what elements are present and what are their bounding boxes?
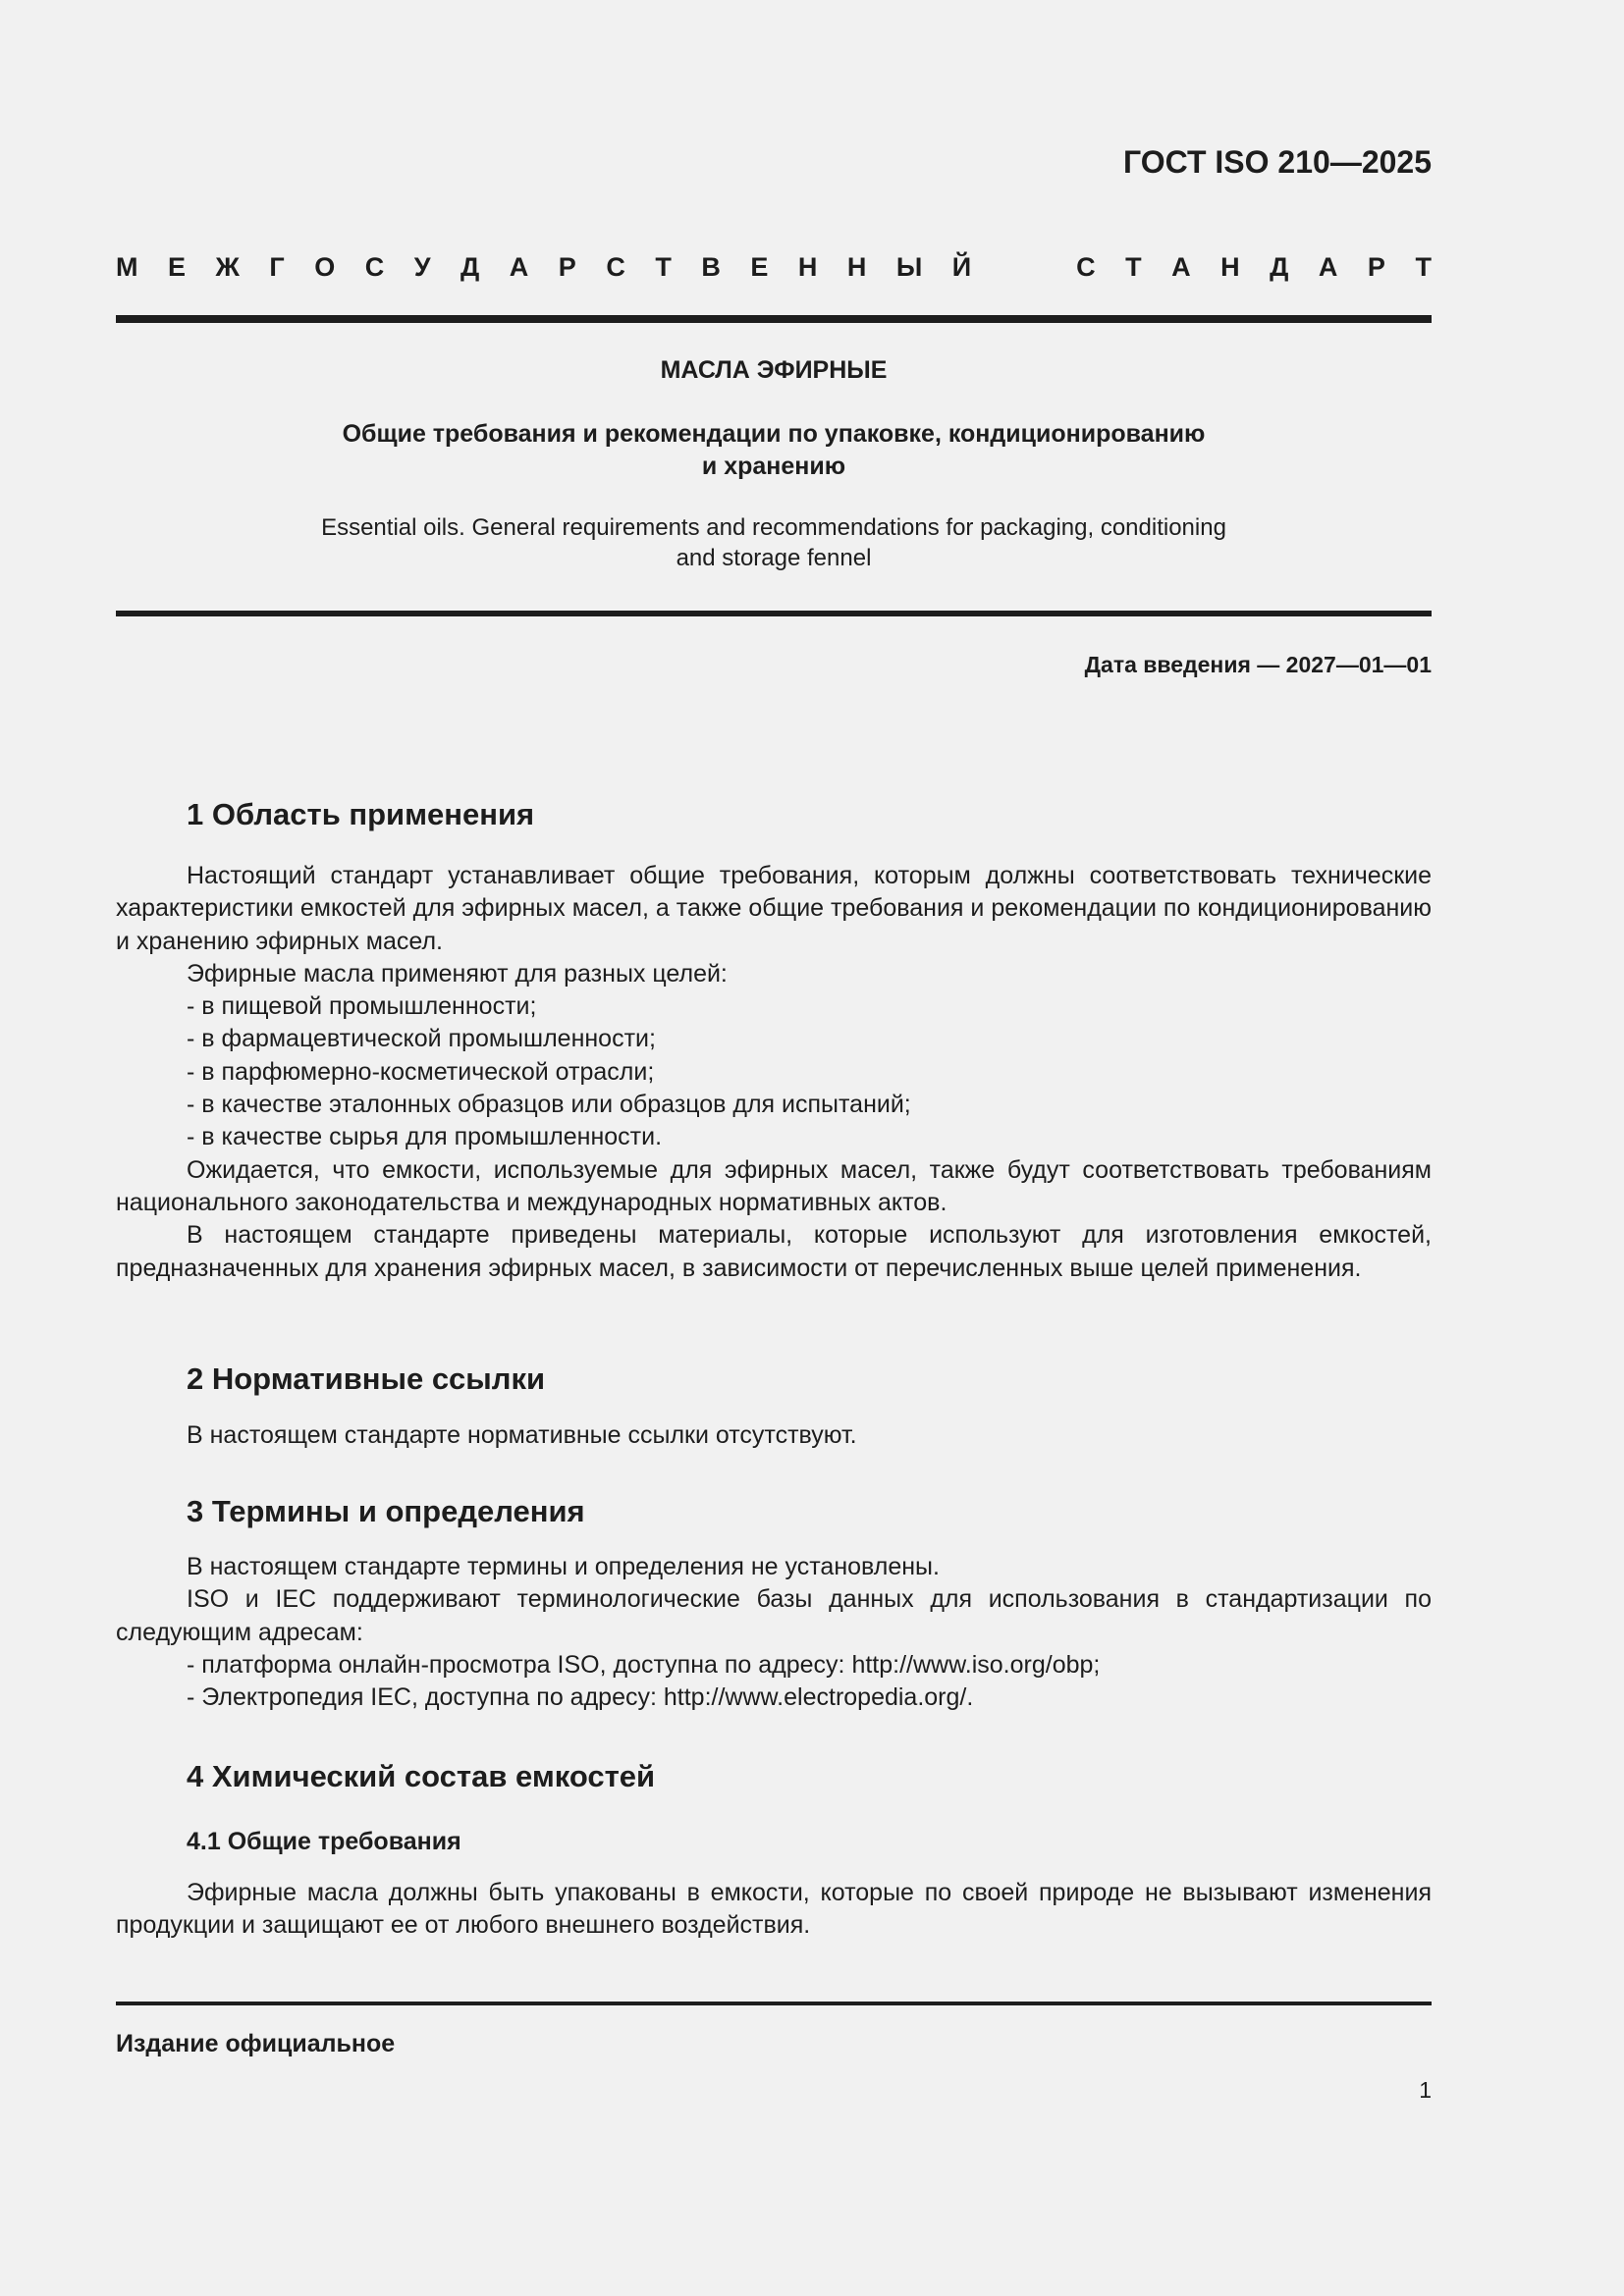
banner-letter: Т [1125,252,1142,282]
paragraph: Ожидается, что емкости, используемые для эфирных масел, также будут соответствовать требованиям национального законодательства и международных нормативных актов. [116,1155,1432,1216]
banner-word-gap [1001,251,1047,283]
banner-letter: А [509,252,529,282]
banner-letter: А [1318,252,1338,282]
banner-letter: Ж [215,252,240,282]
banner-letter: С [364,252,385,282]
banner-letter: Н [797,252,818,282]
paragraph: Эфирные масла применяют для разных целей: [187,959,728,988]
banner-letter: С [1076,252,1096,282]
list-item: - в качестве эталонных образцов или образцов для испытаний; [187,1091,911,1119]
banner-letter: Т [655,252,672,282]
section-4-heading: 4 Химический состав емкостей [187,1759,656,1793]
banner-letter: Е [750,252,769,282]
paragraph: Настоящий стандарт устанавливает общие требования, которым должны соответствовать технические характеристики емкостей для эфирных масел, а также общие требования и рекомендации по кондиционированию и хранению эфирных масел. [116,862,1432,955]
list-item: - платформа онлайн-просмотра ISO, доступна по адресу: http://www.iso.org/obp; [187,1650,1101,1679]
paragraph: В настоящем стандарте приведены материалы, которые используют для изготовления емкостей, предназначенных для хранения эфирных масел, в зависимости от перечисленных выше целей применения. [116,1221,1432,1282]
banner-letter: Р [558,252,576,282]
english-title [116,512,1432,573]
introduction-date: Дата введения — 2027—01—01 [1084,652,1432,677]
banner-letter: Г [269,252,285,282]
banner-letter: Й [951,252,972,282]
list-item: - Электропедия IEC, доступна по адресу: http://www.electropedia.org/. [187,1683,974,1712]
section-3-heading: 3 Термины и определения [187,1494,585,1528]
page-number: 1 [1419,2077,1432,2103]
standard-code: ГОСТ ISO 210—2025 [1123,144,1432,180]
list-item: - в качестве сырья для промышленности. [187,1123,663,1151]
paragraph: В настоящем стандарте термины и определения не установлены. [187,1553,940,1580]
banner-letter: Д [460,252,480,282]
section-1-heading: 1 Область применения [187,797,535,831]
section-1-body [116,860,1432,1285]
paragraph: Эфирные масла должны быть упакованы в емкости, которые по своей природе не вызывают изменения продукции и защищают ее от любого внешнего воздействия. [116,1879,1432,1940]
banner-letter: Т [1415,252,1432,282]
subsection-4-1-body [116,1877,1432,1943]
subsection-4-1-heading: 4.1 Общие требования [187,1828,461,1855]
list-item: - в парфюмерно-косметической отрасли; [187,1057,655,1086]
section-2-heading: 2 Нормативные ссылки [187,1362,546,1396]
subtitle-line: и хранению [701,453,846,480]
document-page [116,0,1432,2296]
banner-letter: С [606,252,625,282]
english-title-line: and storage fennel [676,545,872,571]
subtitle-line: Общие требования и рекомендации по упаковке, кондиционированию [342,420,1206,448]
banner-letter: Ы [895,252,923,282]
official-edition-label: Издание официальное [116,2030,396,2057]
footer-divider [116,2002,1432,2005]
banner-letter: М [116,252,138,282]
banner-letter: Д [1270,252,1289,282]
section-2-body [116,1419,1432,1452]
banner-letter: Н [1220,252,1240,282]
title-divider [116,611,1432,616]
paragraph: В настоящем стандарте нормативные ссылки отсутствуют. [187,1421,857,1449]
banner-letter: В [701,252,721,282]
document-subtitle [116,418,1432,483]
banner-letter: Н [846,252,867,282]
banner-letter: Р [1367,252,1385,282]
paragraph: ISO и IEC поддерживают терминологические базы данных для использования в стандартизации по следующим адресам: [116,1585,1432,1646]
list-item: - в фармацевтической промышленности; [187,1025,656,1053]
banner-letter: О [314,252,336,282]
banner-letter: Е [168,252,187,282]
interstate-standard-banner [116,251,1432,283]
banner-letter: У [413,252,431,282]
english-title-line: Essential oils. General requirements and recommendations for packaging, conditioning [321,514,1226,541]
list-item: - в пищевой промышленности; [187,992,537,1021]
header-divider [116,315,1432,323]
document-title: МАСЛА ЭФИРНЫЕ [660,356,888,384]
banner-letter: А [1171,252,1191,282]
section-3-body [116,1551,1432,1714]
